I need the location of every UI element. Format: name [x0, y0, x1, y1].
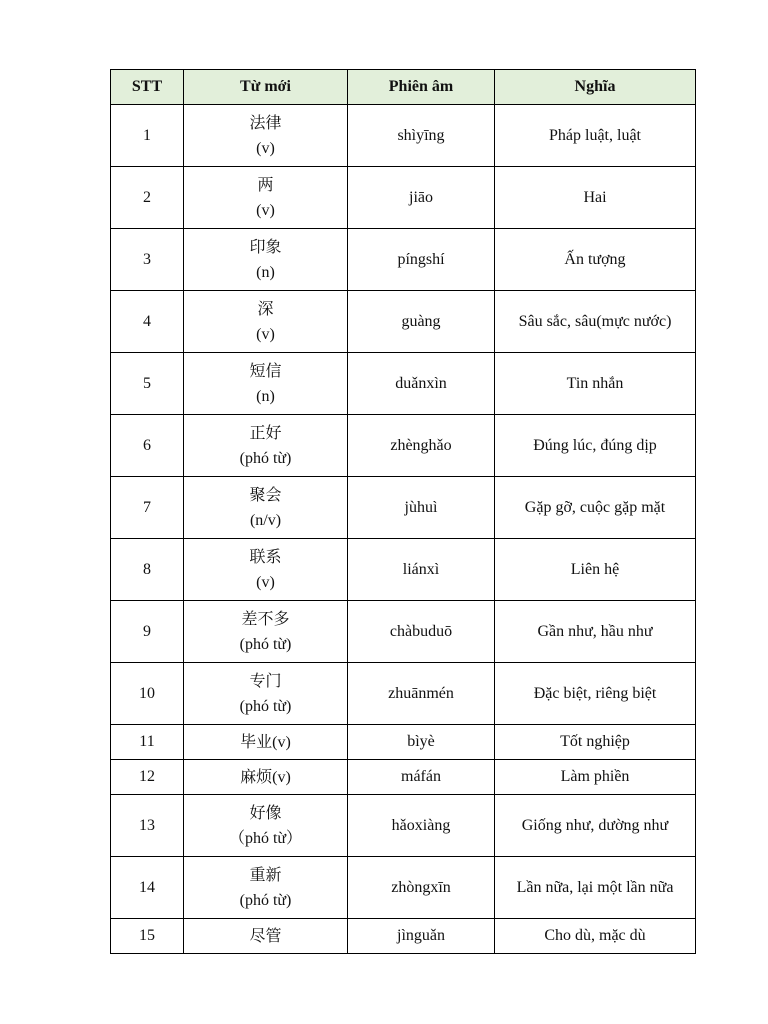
cell-word: [184, 105, 348, 167]
cell-word: [184, 291, 348, 353]
cell-word: [184, 601, 348, 663]
word-hanzi: 两: [257, 174, 274, 194]
word-hanzi: 聚会: [249, 484, 282, 504]
cell-meaning: Sâu sắc, sâu(mực nước): [495, 291, 696, 353]
word-part-of-speech: (phó từ): [239, 697, 292, 715]
word-hanzi: 麻烦: [240, 766, 273, 786]
cell-pinyin: píngshí: [348, 229, 495, 291]
cell-stt: 10: [111, 663, 184, 725]
cell-meaning: Tin nhắn: [495, 353, 696, 415]
cell-stt: 9: [111, 601, 184, 663]
table-header: [111, 70, 696, 105]
word-hanzi: 好像: [249, 802, 282, 822]
word-hanzi: 法律: [249, 112, 282, 132]
cell-stt: 2: [111, 167, 184, 229]
header-word: Từ mới: [184, 70, 348, 105]
cell-meaning: Lần nữa, lại một lần nữa: [495, 857, 696, 919]
word-hanzi: 短信: [249, 360, 282, 380]
cell-word: [184, 725, 348, 760]
cell-pinyin: hǎoxiàng: [348, 795, 495, 857]
cell-word: [184, 857, 348, 919]
word-hanzi: 印象: [249, 236, 282, 256]
word-part-of-speech: (v): [256, 573, 275, 591]
cell-word: [184, 229, 348, 291]
cell-stt: 15: [111, 919, 184, 954]
cell-pinyin: zhènghǎo: [348, 415, 495, 477]
table-row: [111, 415, 696, 477]
table-row: [111, 663, 696, 725]
table-row: [111, 105, 696, 167]
cell-meaning: Pháp luật, luật: [495, 105, 696, 167]
header-row: [111, 70, 696, 105]
cell-meaning: Đúng lúc, đúng dịp: [495, 415, 696, 477]
word-part-of-speech: (v): [256, 201, 275, 219]
cell-word: [184, 795, 348, 857]
word-hanzi: 重新: [249, 864, 282, 884]
cell-stt: 4: [111, 291, 184, 353]
word-hanzi: 深: [257, 298, 274, 318]
cell-stt: 11: [111, 725, 184, 760]
word-hanzi: 尽管: [249, 925, 282, 945]
cell-word: [184, 539, 348, 601]
word-part-of-speech: (n): [256, 387, 275, 405]
cell-meaning: Tốt nghiệp: [495, 725, 696, 760]
header-pinyin: Phiên âm: [348, 70, 495, 105]
cell-word: [184, 477, 348, 539]
cell-word: [184, 663, 348, 725]
cell-pinyin: shìyīng: [348, 105, 495, 167]
cell-stt: 1: [111, 105, 184, 167]
cell-pinyin: duǎnxìn: [348, 353, 495, 415]
word-part-of-speech: (v): [272, 733, 291, 751]
word-part-of-speech: (v): [272, 768, 291, 786]
table-row: [111, 725, 696, 760]
cell-word: [184, 415, 348, 477]
cell-stt: 6: [111, 415, 184, 477]
word-part-of-speech: （phó từ）: [228, 829, 303, 847]
cell-meaning: Gặp gỡ, cuộc gặp mặt: [495, 477, 696, 539]
cell-meaning: Làm phiền: [495, 760, 696, 795]
table-row: [111, 539, 696, 601]
table-row: [111, 919, 696, 954]
cell-stt: 7: [111, 477, 184, 539]
table-row: [111, 795, 696, 857]
cell-pinyin: bìyè: [348, 725, 495, 760]
table-row: [111, 857, 696, 919]
cell-stt: 5: [111, 353, 184, 415]
word-part-of-speech: (phó từ): [239, 449, 292, 467]
cell-stt: 13: [111, 795, 184, 857]
word-part-of-speech: (n/v): [249, 511, 282, 529]
cell-pinyin: zhòngxīn: [348, 857, 495, 919]
cell-pinyin: zhuānmén: [348, 663, 495, 725]
table-body: [111, 105, 696, 954]
word-part-of-speech: (v): [256, 139, 275, 157]
cell-pinyin: jìnguǎn: [348, 919, 495, 954]
vocabulary-table: [110, 69, 696, 954]
cell-pinyin: liánxì: [348, 539, 495, 601]
cell-pinyin: máfán: [348, 760, 495, 795]
cell-word: [184, 760, 348, 795]
table-row: [111, 229, 696, 291]
cell-pinyin: guàng: [348, 291, 495, 353]
table-row: [111, 353, 696, 415]
word-part-of-speech: (v): [256, 325, 275, 343]
cell-word: [184, 353, 348, 415]
word-hanzi: 差不多: [241, 608, 290, 628]
cell-word: [184, 167, 348, 229]
table-row: [111, 167, 696, 229]
cell-pinyin: chàbuduō: [348, 601, 495, 663]
word-hanzi: 正好: [249, 422, 282, 442]
cell-meaning: Gần như, hầu như: [495, 601, 696, 663]
cell-meaning: Đặc biệt, riêng biệt: [495, 663, 696, 725]
cell-pinyin: jiāo: [348, 167, 495, 229]
cell-stt: 14: [111, 857, 184, 919]
cell-meaning: Hai: [495, 167, 696, 229]
header-meaning: Nghĩa: [495, 70, 696, 105]
cell-stt: 8: [111, 539, 184, 601]
word-part-of-speech: (phó từ): [239, 891, 292, 909]
cell-stt: 3: [111, 229, 184, 291]
table-row: [111, 477, 696, 539]
word-hanzi: 毕业: [240, 731, 273, 751]
header-stt: STT: [111, 70, 184, 105]
cell-meaning: Ấn tượng: [495, 229, 696, 291]
cell-meaning: Liên hệ: [495, 539, 696, 601]
table-row: [111, 291, 696, 353]
cell-pinyin: jùhuì: [348, 477, 495, 539]
cell-stt: 12: [111, 760, 184, 795]
table-row: [111, 760, 696, 795]
word-part-of-speech: (n): [256, 263, 275, 281]
word-hanzi: 联系: [249, 546, 282, 566]
word-part-of-speech: (phó từ): [239, 635, 292, 653]
cell-word: [184, 919, 348, 954]
cell-meaning: Giống như, dường như: [495, 795, 696, 857]
table-row: [111, 601, 696, 663]
cell-meaning: Cho dù, mặc dù: [495, 919, 696, 954]
word-hanzi: 专门: [249, 670, 282, 690]
